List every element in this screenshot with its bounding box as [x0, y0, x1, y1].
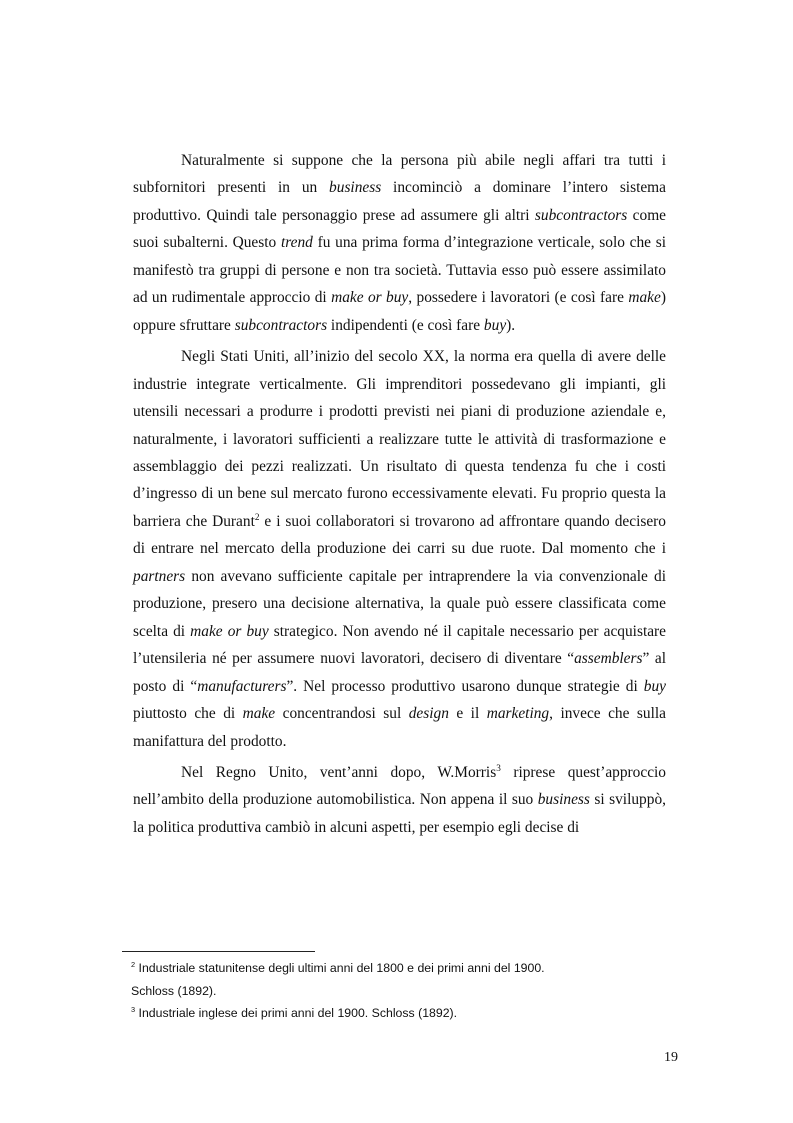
- footnotes: [131, 957, 671, 1025]
- footnote-text: Industriale statunitense degli ultimi anni del 1800 e dei primi anni del 1900.: [138, 961, 545, 975]
- text-run: strategico. Non avendo né il capitale necessario per acquistare l’utensileria né per assumere nuovi lavoratori, decisero di diventare “: [133, 622, 667, 668]
- footnote-text: Industriale inglese dei primi anni del 1900. Schloss (1892).: [138, 1006, 458, 1020]
- text-run: , invece che sulla manifattura del prodotto.: [133, 705, 666, 750]
- italic-term: subcontractors: [234, 316, 328, 334]
- text-run: ” al posto di “: [133, 650, 667, 695]
- text-run: ”. Nel processo produttivo usarono dunque strategie di: [286, 677, 644, 695]
- italic-term: make: [242, 705, 276, 723]
- text-run: ) oppure sfruttare: [133, 289, 666, 334]
- text-run: non avevano sufficiente capitale per intraprendere la via convenzionale di produzione, presero una decisione alternativa, la quale può essere classificata come scelta di: [133, 567, 666, 640]
- italic-term: marketing: [486, 705, 550, 723]
- text-run: concentrandosi sul: [275, 705, 409, 723]
- paragraph-para-2: [133, 343, 666, 755]
- footnote-2-continuation: [131, 980, 671, 1003]
- italic-term: business: [329, 179, 382, 197]
- text-run: Negli Stati Uniti, all’inizio del secolo XX, la norma era quella di avere delle industrie integrate verticalmente. Gli imprenditori possedevano gli impianti, gli utensili necessari a produrre i prodotti previsti nei piani di produzione aziendale e, naturalmente, i lavoratori sufficienti a realizzare tutte le attività di trasformazione e assemblaggio dei pezzi realizzati. Un risultato di questa tendenza fu che i costi d’ingresso di un bene sul mercato furono eccessivamente elevati. Fu proprio questa la barriera che Durant: [133, 348, 666, 530]
- footnote-number: 3: [131, 1004, 136, 1014]
- text-run: e i suoi collaboratori si trovarono ad affrontare quando decisero di entrare nel mercato della produzione dei carri su due ruote. Dal momento che i: [133, 512, 666, 558]
- text-run: Naturalmente si suppone che la persona più abile negli affari tra tutti i subfornitori presenti in un: [133, 152, 666, 197]
- italic-term: subcontractors: [534, 206, 628, 224]
- footnote-reference: 3: [496, 762, 501, 773]
- italic-term: make: [628, 289, 661, 307]
- footnote-number: 2: [131, 959, 136, 969]
- text-run: Nel Regno Unito, vent’anni dopo, W.Morris: [181, 763, 497, 781]
- text-run: piuttosto che di: [133, 705, 243, 723]
- paragraph-para-1: [133, 147, 666, 339]
- italic-term: manufacturers: [197, 677, 287, 695]
- footnote-text-continuation: Schloss (1892).: [131, 983, 217, 998]
- italic-term: assemblers: [574, 650, 643, 668]
- text-run: indipendenti (e così fare: [327, 316, 484, 334]
- footnote-separator: [122, 951, 315, 952]
- italic-term: buy: [483, 316, 507, 334]
- body-text: [133, 147, 666, 845]
- footnote-2: [131, 957, 671, 980]
- footnote-3: [131, 1002, 671, 1025]
- text-run: come suoi subalterni. Questo: [133, 206, 666, 252]
- page-number: 19: [664, 1050, 678, 1065]
- italic-term: make or buy: [331, 289, 409, 307]
- italic-term: buy: [643, 677, 666, 695]
- paragraph-para-3: [133, 759, 666, 841]
- italic-term: trend: [280, 234, 313, 252]
- italic-term: partners: [133, 567, 186, 585]
- italic-term: make or buy: [190, 622, 269, 640]
- text-run: , possedere i lavoratori (e così fare: [408, 289, 629, 307]
- text-run: si sviluppò, la politica produttiva cambiò in alcuni aspetti, per esempio egli decise di: [133, 791, 666, 836]
- text-run: incominciò a dominare l’intero sistema produttivo. Quindi tale personaggio prese ad assumere gli altri: [133, 179, 666, 224]
- text-run: fu una prima forma d’integrazione verticale, solo che si manifestò tra gruppi di persone e non tra società. Tuttavia esso può essere assimilato ad un rudimentale approccio di: [133, 234, 666, 307]
- text-run: e il: [448, 705, 487, 723]
- italic-term: design: [408, 705, 449, 723]
- text-run: riprese quest’approccio nell’ambito della produzione automobilistica. Non appena il suo: [133, 763, 666, 809]
- text-run: ).: [506, 316, 516, 334]
- italic-term: business: [537, 791, 590, 809]
- footnote-reference: 2: [254, 511, 260, 522]
